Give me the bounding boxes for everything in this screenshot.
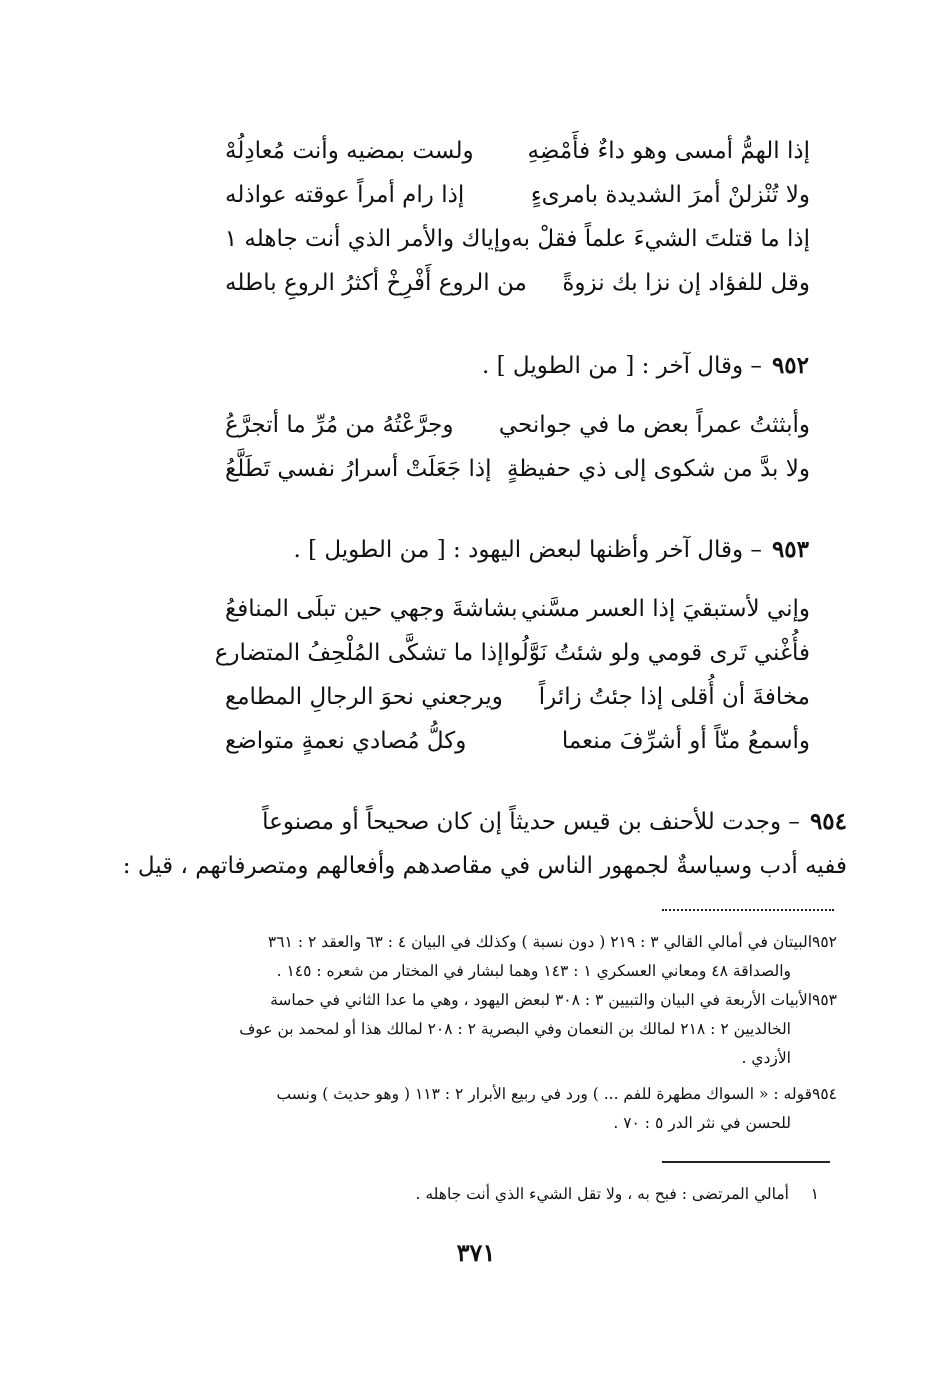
- section-heading-text: – وقال آخر : [ من الطويل ] .: [482, 353, 762, 379]
- verse-second-hemistich: إذا جَعَلَتْ أسرارُ نفسي تَطَلَّعُ: [225, 456, 492, 482]
- note-text: قوله : « السواك مطهرة للفم ... ) ورد في ربيع الأبرار ٢ : ١١٣ ( وهو حديث ) ونسب: [276, 1085, 813, 1103]
- note-number: ٩٥٣: [812, 991, 837, 1009]
- verse-second-hemistich: ويرجعني نحوَ الرجالِ المطامع: [225, 684, 503, 710]
- note-text: البيتان في أمالي القالي ٣ : ٢١٩ ( دون نسبة ) وكذلك في البيان ٤ : ٦٣ والعقد ٢ : ٣٦١: [267, 933, 813, 951]
- section-954-line-1: [172, 802, 847, 842]
- page-number: ٣٧١: [456, 1238, 496, 1267]
- section-954-text-1: – وجدت للأحنف بن قيس حديثاً إن كان صحيحاً أو مصنوعاً: [262, 809, 800, 835]
- verse-second-hemistich: وإياك والأمر الذي أنت جاهله ١: [224, 226, 512, 252]
- section-number: ٩٥٣: [771, 536, 809, 563]
- section-heading-953: [209, 530, 809, 570]
- verse-second-hemistich: إذا رام أمراً عوقته عواذله: [225, 182, 465, 208]
- footnote: [319, 1180, 819, 1208]
- verse-line: [225, 131, 810, 171]
- notes-divider: [662, 909, 834, 911]
- verse-line: [214, 633, 810, 673]
- verse-first-hemistich: ولا بدَّ من شكوى إلى ذي حفيظةٍ: [506, 456, 810, 482]
- note-953-line: الخالديين ٢ : ٢١٨ لمالك بن النعمان وفي البصرية ٢ : ٢٠٨ لمالك هذا أو لمحمد بن عوف: [239, 1020, 791, 1038]
- note-952-line: والصداقة ٤٨ ومعاني العسكري ١ : ١٤٣ وهما لبشار في المختار من شعره : ١٤٥ .: [276, 962, 791, 980]
- verse-line: [225, 677, 810, 717]
- note-954-line: للحسن في نثر الدر ٥ : ٧٠ .: [613, 1114, 791, 1132]
- verse-first-hemistich: إذا ما قتلتَ الشيءَ علماً فقلْ به: [511, 226, 810, 252]
- section-heading-952: [209, 346, 809, 386]
- note-952-line: [197, 928, 837, 957]
- verse-first-hemistich: ولا تُنْزلنْ أمرَ الشديدة بامرىءٍ: [530, 182, 810, 208]
- note-953-line: [197, 986, 837, 1015]
- section-954-line-2: ففيه أدب وسياسةٌ لجمهور الناس في مقاصدهم وأفعالهم ومتصرفاتهم ، قيل :: [122, 853, 847, 879]
- verse-first-hemistich: وأسمعُ منّاً أو أشرِّفَ منعما: [561, 728, 810, 754]
- section-number: ٩٥٢: [771, 352, 809, 379]
- verse-first-hemistich: وإني لأستبقيَ إذا العسر مسَّني: [520, 596, 810, 622]
- verse-second-hemistich: إذا ما تشكَّى المُلْحِفُ المتضارع: [214, 640, 504, 666]
- footnote-divider: [662, 1161, 830, 1163]
- verse-line: [225, 449, 810, 489]
- note-number: ٩٥٢: [812, 933, 837, 951]
- verse-second-hemistich: بشاشةَ وجهي حين تبلَى المنافعُ: [225, 596, 518, 622]
- note-text: الأبيات الأربعة في البيان والتبيين ٣ : ٣٠٨ لبعض اليهود ، وهي ما عدا الثاني في حماسة: [270, 991, 813, 1009]
- note-953-line: الأزدي .: [741, 1049, 791, 1067]
- verse-second-hemistich: من الروع أَفْرِخْ أكثرُ الروعِ باطله: [225, 270, 527, 296]
- verse-first-hemistich: وقل للفؤاد إن نزا بك نزوةً: [562, 270, 810, 296]
- verse-first-hemistich: وأبثثتُ عمراً بعض ما في جوانحي: [498, 412, 810, 438]
- verse-line: [225, 219, 810, 259]
- verse-line: [225, 589, 810, 629]
- verse-first-hemistich: إذا الهمُّ أمسى وهو داءٌ فأَمْضِهِ: [527, 138, 810, 164]
- note-number: ٩٥٤: [812, 1085, 837, 1103]
- verse-first-hemistich: مخافةَ أن أُقلى إذا جئتُ زائراً: [538, 684, 810, 710]
- verse-line: [225, 405, 810, 445]
- verse-first-hemistich: فأُغْني تَرى قومي ولو شئتُ نَوَّلُوا: [503, 640, 810, 666]
- verse-second-hemistich: وكلُّ مُصادي نعمةٍ متواضع: [225, 728, 467, 754]
- footnote-number: ١: [810, 1185, 819, 1203]
- verse-line: [225, 175, 810, 215]
- verse-line: [225, 721, 810, 761]
- footnote-text: أمالي المرتضى : فبح به ، ولا تقل الشيء الذي أنت جاهله .: [415, 1185, 789, 1203]
- section-number: ٩٥٤: [809, 808, 847, 835]
- verse-second-hemistich: ولست بمضيه وأنت مُعادِلُهْ: [225, 138, 474, 164]
- verse-second-hemistich: وجرَّعْتُهُ من مُرِّ ما أتجرَّعُ: [225, 412, 454, 438]
- note-954-line: [197, 1080, 837, 1109]
- verse-line: [225, 263, 810, 303]
- section-heading-text: – وقال آخر وأظنها لبعض اليهود : [ من الطويل ] .: [293, 537, 762, 563]
